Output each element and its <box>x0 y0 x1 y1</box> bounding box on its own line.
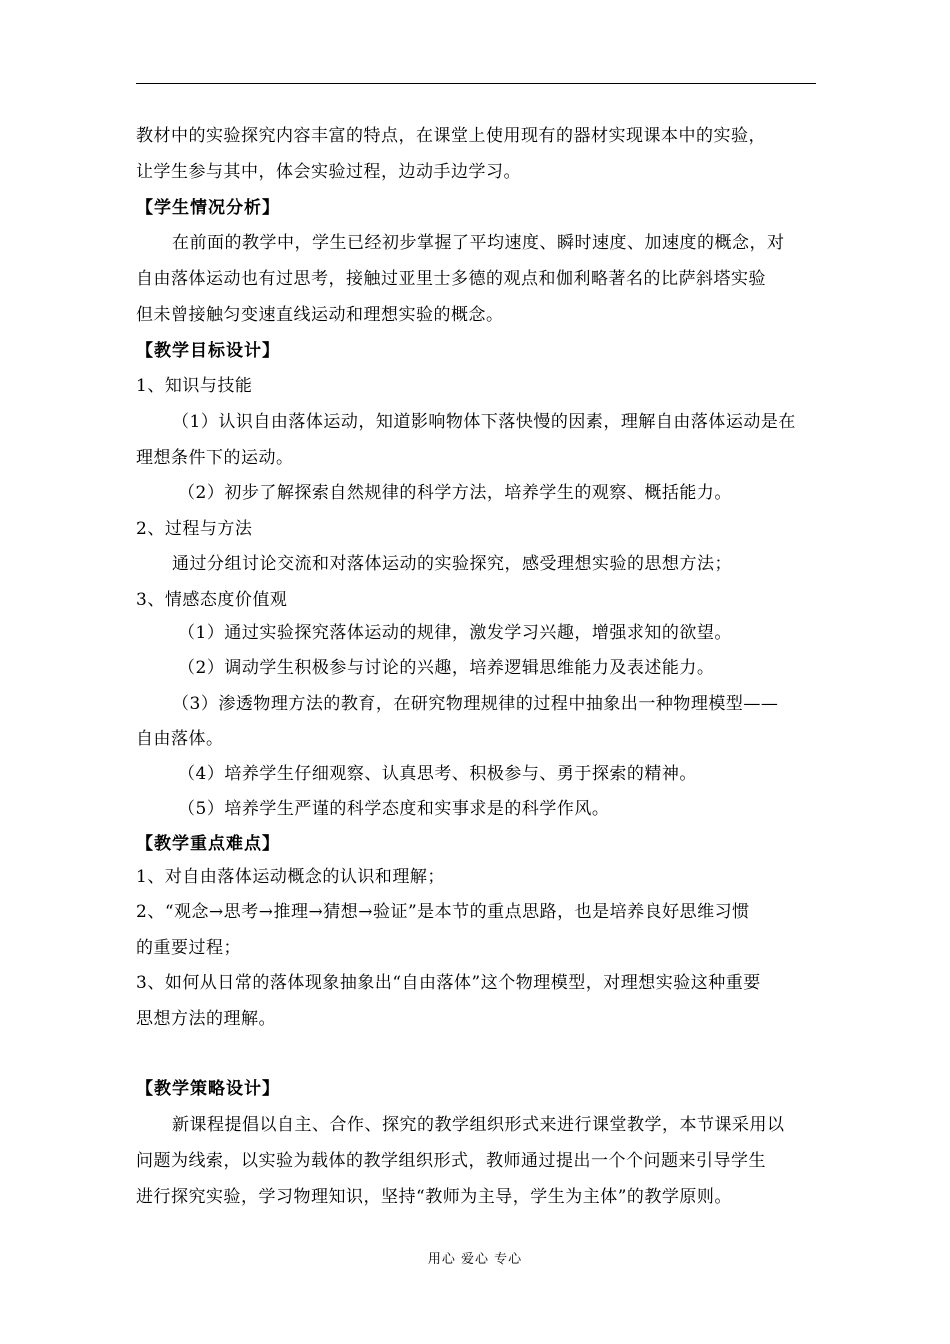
section-heading-teaching-strategy: 【教学策略设计】 <box>136 1079 280 1099</box>
text-line: （1）通过实验探究落体运动的规律，激发学习兴趣，增强求知的欲望。 <box>178 623 732 643</box>
header-rule <box>136 83 816 84</box>
text-line: 通过分组讨论交流和对落体运动的实验探究，感受理想实验的思想方法； <box>172 554 732 574</box>
text-line: 3、情感态度价值观 <box>136 590 288 610</box>
text-line: （1）认识自由落体运动，知道影响物体下落快慢的因素，理解自由落体运动是在 <box>172 412 796 432</box>
text-line: （3）渗透物理方法的教育，在研究物理规律的过程中抽象出一种物理模型—— <box>172 694 779 714</box>
text-line: （2）初步了解探索自然规律的科学方法，培养学生的观察、概括能力。 <box>178 483 732 503</box>
text-line: 1、对自由落体运动概念的认识和理解； <box>136 867 445 887</box>
text-line: 新课程提倡以自主、合作、探究的教学组织形式来进行课堂教学，本节课采用以 <box>172 1115 785 1135</box>
text-line: 自由落体运动也有过思考，接触过亚里士多德的观点和伽利略著名的比萨斜塔实验 <box>136 269 766 289</box>
text-line: （4）培养学生仔细观察、认真思考、积极参与、勇于探索的精神。 <box>178 764 697 784</box>
section-heading-key-difficulties: 【教学重点难点】 <box>136 834 280 854</box>
text-line: 2、过程与方法 <box>136 519 253 539</box>
text-line: 3、如何从日常的落体现象抽象出“自由落体”这个物理模型，对理想实验这种重要 <box>136 973 761 993</box>
text-line: 问题为线索，以实验为载体的教学组织形式，教师通过提出一个个问题来引导学生 <box>136 1151 766 1171</box>
section-heading-student-analysis: 【学生情况分析】 <box>136 198 280 218</box>
text-line: 进行探究实验，学习物理知识，坚持“教师为主导，学生为主体”的教学原则。 <box>136 1187 732 1207</box>
text-line: 2、“观念→思考→推理→猜想→验证”是本节的重点思路，也是培养良好思维习惯 <box>136 902 750 922</box>
text-line: 理想条件下的运动。 <box>136 448 294 468</box>
section-heading-teaching-goals: 【教学目标设计】 <box>136 341 280 361</box>
text-line: 教材中的实验探究内容丰富的特点，在课堂上使用现有的器材实现课本中的实验， <box>136 126 766 146</box>
text-line: （2）调动学生积极参与讨论的兴趣，培养逻辑思维能力及表述能力。 <box>178 658 715 678</box>
page-footer: 用心 爱心 专心 <box>427 1252 523 1267</box>
text-line: 但未曾接触匀变速直线运动和理想实验的概念。 <box>136 305 504 325</box>
text-line: 的重要过程； <box>136 938 241 958</box>
text-line: 让学生参与其中，体会实验过程，边动手边学习。 <box>136 162 521 182</box>
text-line: 思想方法的理解。 <box>136 1009 276 1029</box>
text-line: 自由落体。 <box>136 729 224 749</box>
text-line: 在前面的教学中，学生已经初步掌握了平均速度、瞬时速度、加速度的概念，对 <box>172 233 785 253</box>
text-line: 1、知识与技能 <box>136 376 253 396</box>
text-line: （5）培养学生严谨的科学态度和实事求是的科学作风。 <box>178 799 610 819</box>
